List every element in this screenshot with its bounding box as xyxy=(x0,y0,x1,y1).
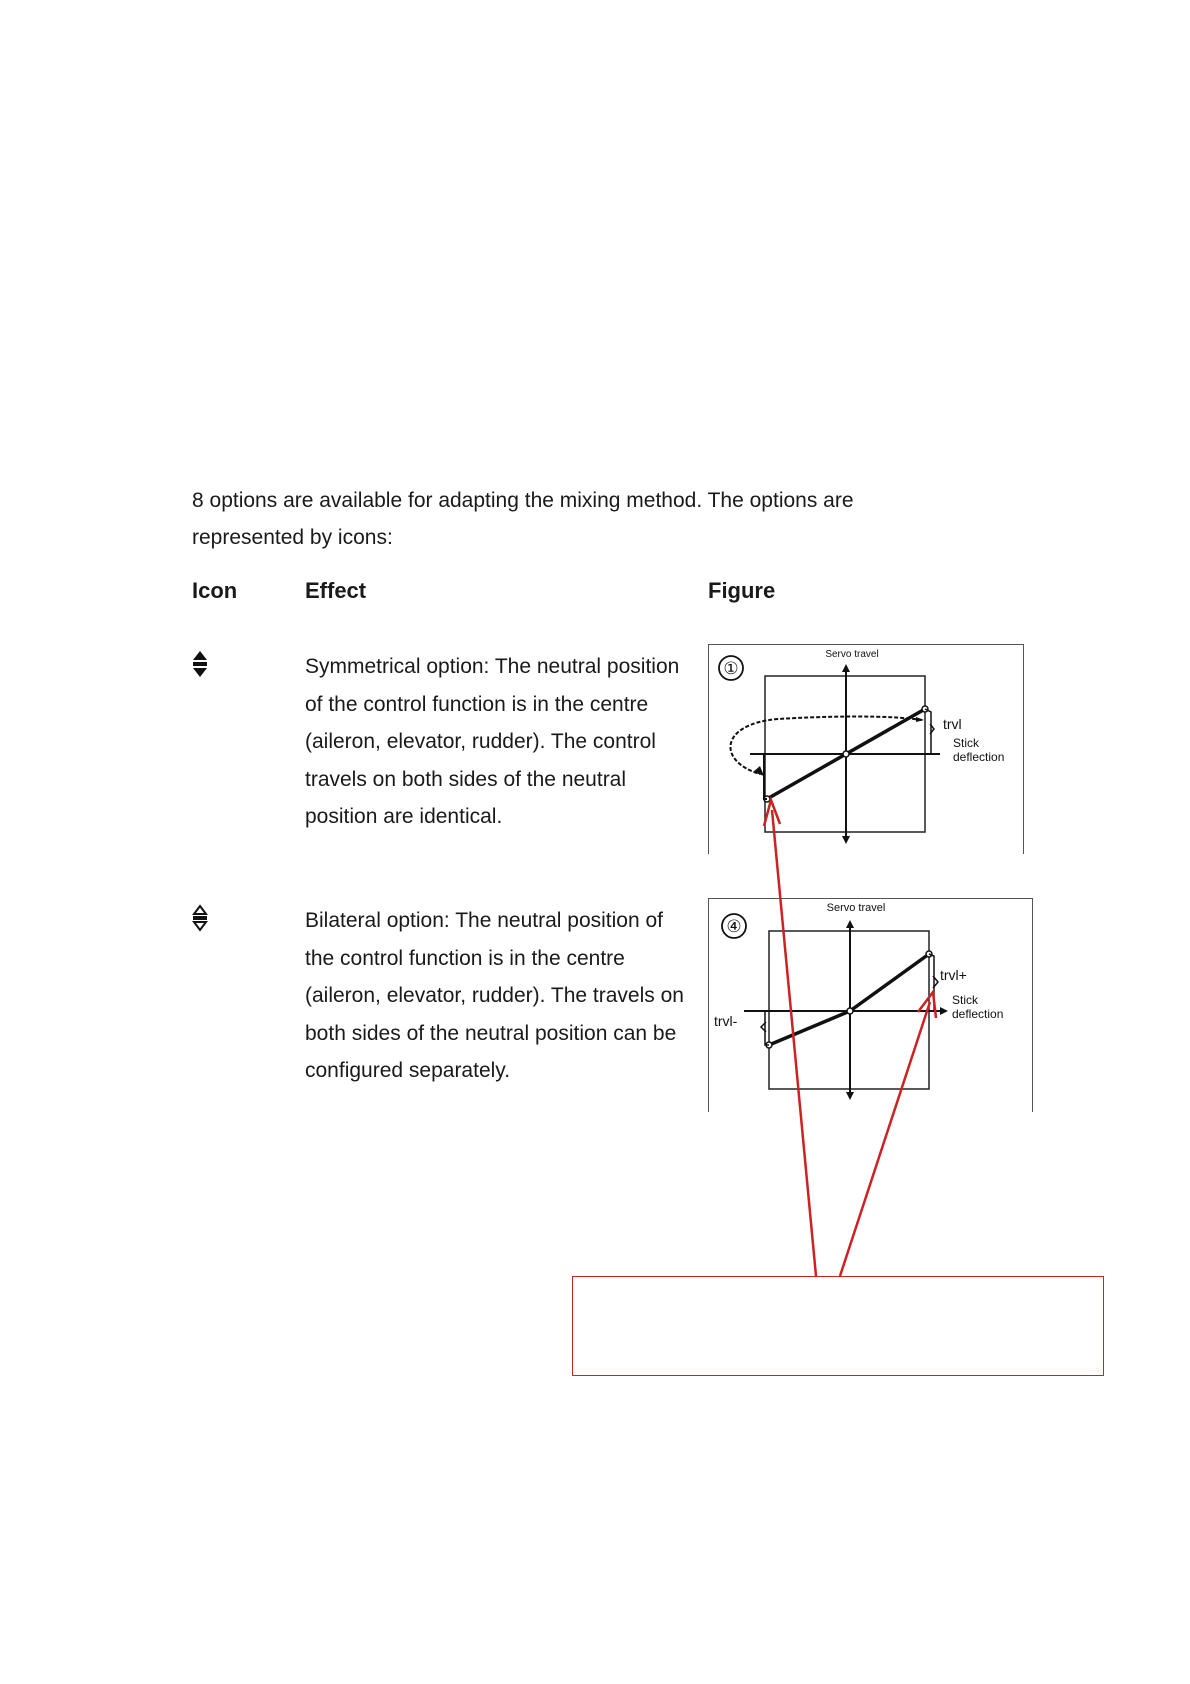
bilateral-option-figure xyxy=(708,898,1034,1112)
figure-x-axis-label: deflection xyxy=(952,1007,1004,1021)
figure-y-axis-label: Servo travel xyxy=(826,902,886,914)
figure-number: ④ xyxy=(726,917,742,936)
column-header-icon: Icon xyxy=(192,578,238,603)
symmetric-option-figure xyxy=(708,644,1024,854)
option-description-bilateral: Bilateral option: The neutral position of the control function is in the centre (aileron, elevator, rudder). The travels on both sides of the neutral position can be configured separately. xyxy=(305,909,684,1082)
figure-y-axis-label: Servo travel xyxy=(825,649,879,660)
figure-travel-label-plus: trvl+ xyxy=(940,967,967,983)
option-description-symmetric: Symmetrical option: The neutral position of the control function is in the centre (aileron, elevator, rudder). The control travels on both sides of the neutral position are identical. xyxy=(305,655,680,828)
figure-travel-label: trvl xyxy=(943,716,962,732)
figure-travel-label-minus: trvl- xyxy=(714,1013,738,1029)
bilateral-option-icon xyxy=(192,904,208,932)
column-header-figure: Figure xyxy=(708,578,776,603)
figure-x-axis-label: deflection xyxy=(953,750,1005,764)
column-header-effect: Effect xyxy=(305,578,367,603)
annotation-callout-box xyxy=(572,1276,1104,1376)
figure-x-axis-label: Stick xyxy=(953,736,980,750)
figure-number: ① xyxy=(723,659,739,678)
symmetric-option-icon xyxy=(192,650,208,678)
intro-text: 8 options are available for adapting the mixing method. The options are represented by icons: xyxy=(192,489,854,549)
figure-x-axis-label: Stick xyxy=(952,993,979,1007)
